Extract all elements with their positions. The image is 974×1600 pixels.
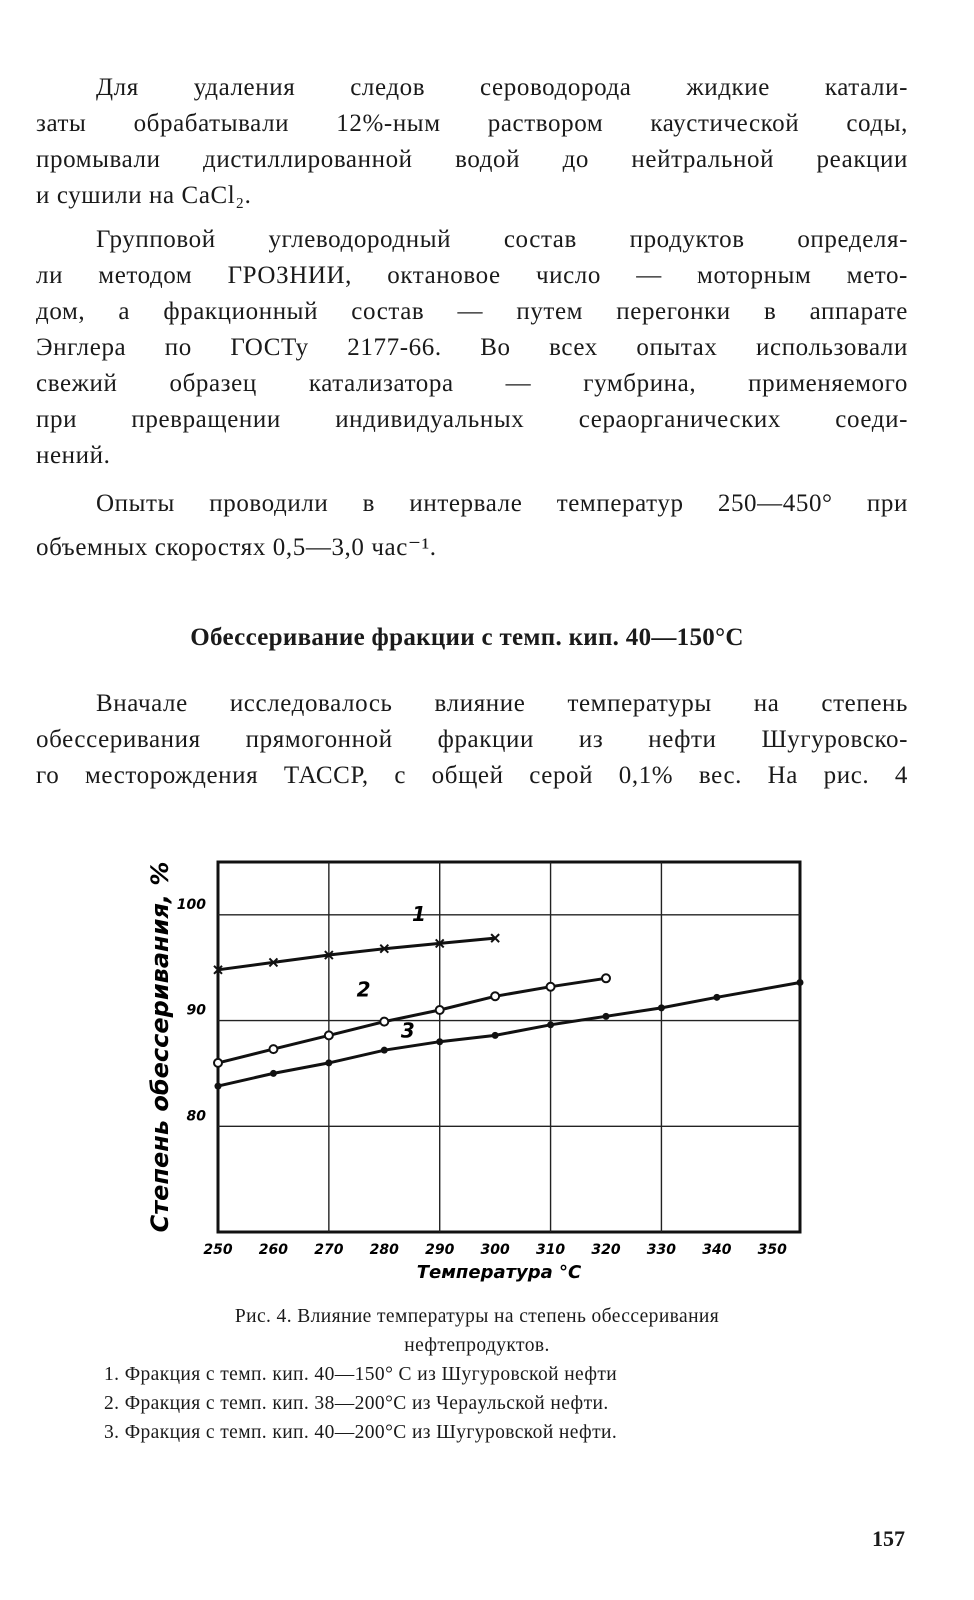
x-axis-title: Температура °С	[416, 1262, 582, 1283]
data-point-2	[602, 974, 610, 982]
caption-item-3: 3. Фракция с темп. кип. 40—200°С из Шугуровской нефти.	[104, 1422, 618, 1443]
x-tick-label: 260	[258, 1242, 289, 1258]
paragraph-line: объемных скоростях 0,5—3,0 час⁻¹.	[36, 534, 437, 561]
paragraph-line: Групповой углеводородный состав продуктов определя-	[96, 226, 908, 253]
series-line-1	[218, 938, 495, 970]
x-tick-label: 340	[702, 1242, 732, 1258]
paragraph-line: дом, а фракционный состав — путем перегонки в аппарате	[36, 298, 908, 325]
paragraph-line: заты обрабатывали 12%-ным раствором каустической соды,	[36, 110, 908, 137]
data-point-3	[797, 979, 804, 986]
data-point-3	[713, 994, 720, 1001]
x-tick-label: 250	[203, 1242, 233, 1258]
data-point-3	[492, 1032, 499, 1039]
data-point-2	[491, 992, 499, 1000]
section-heading: Обессеривание фракции с темп. кип. 40—150°С	[190, 624, 744, 651]
x-tick-label: 330	[646, 1242, 677, 1258]
plot-frame	[218, 862, 800, 1232]
x-tick-label: 350	[757, 1242, 787, 1258]
paragraph-line: Для удаления следов сероводорода жидкие катали-	[96, 74, 908, 101]
y-axis-title: Степень обессеривания, %	[146, 861, 174, 1233]
paragraph-line: нений.	[36, 442, 111, 469]
x-tick-label: 270	[314, 1242, 344, 1258]
paragraph-line: Опыты проводили в интервале температур 250—450° при	[96, 490, 908, 517]
data-point-3	[603, 1013, 610, 1020]
data-point-3	[215, 1083, 222, 1090]
data-point-3	[658, 1004, 665, 1011]
data-point-2	[269, 1045, 277, 1053]
x-tick-label: 290	[425, 1242, 455, 1258]
caption-item-1: 1. Фракция с темп. кип. 40—150° С из Шугуровской нефти	[104, 1364, 618, 1385]
figure-caption	[0, 1302, 974, 1447]
curve-label-2: 2	[356, 977, 371, 1002]
paragraph-line: Вначале исследовалось влияние температуры на степень	[96, 690, 908, 717]
paragraph-line: и сушили на CaCl₂.	[36, 182, 252, 209]
series-line-3	[218, 983, 800, 1087]
paragraph-line: Энглера по ГОСТу 2177-66. Во всех опытах использовали	[36, 334, 908, 361]
x-tick-label: 300	[480, 1242, 510, 1258]
paragraph-line: свежий образец катализатора — гумбрина, применяемого	[36, 370, 908, 397]
curve-label-3: 3	[400, 1018, 415, 1043]
x-tick-label: 310	[535, 1242, 566, 1258]
data-point-3	[381, 1047, 388, 1054]
data-point-3	[270, 1070, 277, 1077]
paragraph-line: ли методом ГРОЗНИИ, октановое число — моторным мето-	[36, 262, 908, 289]
caption-item-2: 2. Фракция с темп. кип. 38—200°С из Черaульской нефти.	[104, 1393, 609, 1414]
data-point-2	[547, 983, 555, 991]
data-point-3	[547, 1021, 554, 1028]
data-point-3	[436, 1038, 443, 1045]
y-tick-label: 80	[186, 1108, 206, 1125]
paragraph-line: обессеривания прямогонной фракции из нефти Шугуровско-	[36, 726, 908, 753]
data-point-2	[380, 1018, 388, 1026]
curve-label-1: 1	[412, 902, 426, 927]
paragraph-line: промывали дистиллированной водой до нейтральной реакции	[36, 146, 908, 173]
paragraph-line: го месторождения ТАССР, с общей серой 0,1% вес. На рис. 4	[36, 762, 908, 789]
caption-title: Рис. 4. Влияние температуры на степень обессеривания	[234, 1306, 720, 1327]
data-point-2	[214, 1059, 222, 1067]
data-point-2	[436, 1006, 444, 1014]
x-tick-label: 320	[591, 1242, 621, 1258]
x-tick-label: 280	[369, 1242, 399, 1258]
data-point-3	[325, 1059, 332, 1066]
page-number: 157	[872, 1526, 905, 1551]
paragraph-line: при превращении индивидуальных сераорганических соеди-	[36, 406, 908, 433]
data-point-2	[325, 1031, 333, 1039]
y-tick-label: 90	[186, 1002, 206, 1019]
caption-title-cont: нефтепродуктов.	[404, 1335, 550, 1356]
y-tick-label: 100	[176, 896, 206, 913]
